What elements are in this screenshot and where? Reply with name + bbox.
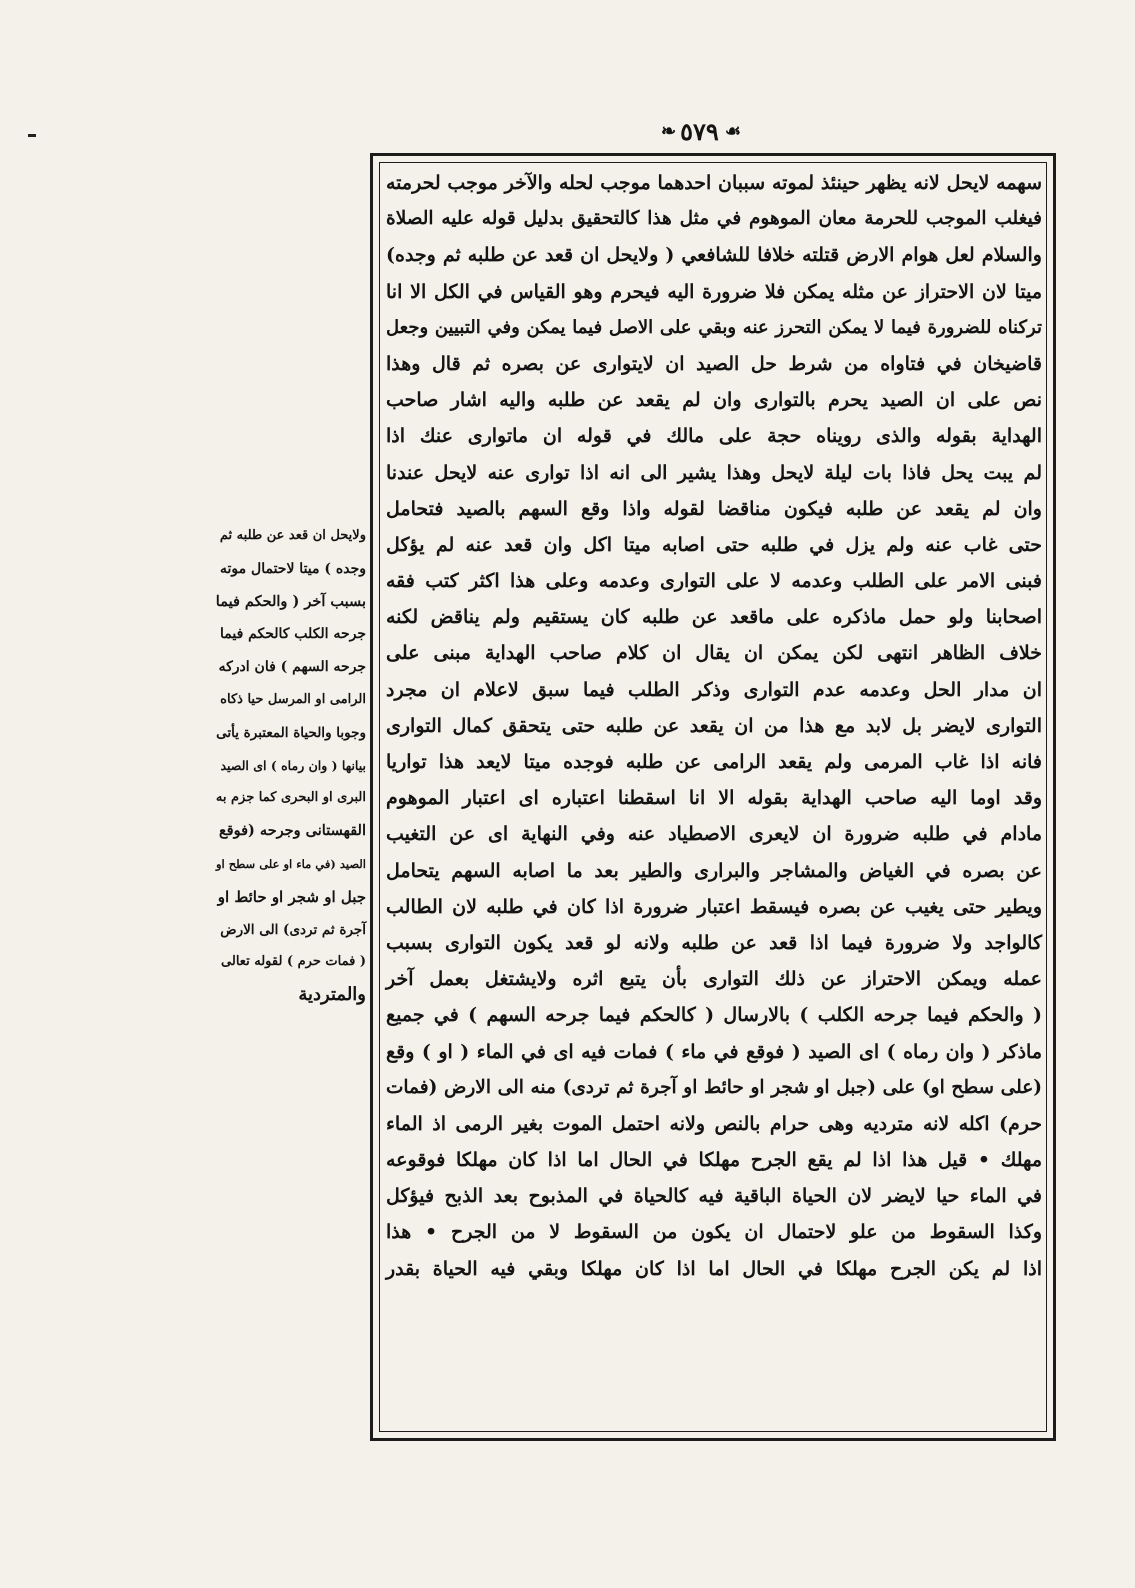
main-text-line: وكذا السقوط من علو لاحتمال ان يكون من السقوط لا من الجرح • هذا — [386, 1221, 1042, 1244]
margin-commentary-block — [215, 520, 366, 1130]
margin-commentary-line: جرحه السهم ) فان ادركه — [218, 659, 366, 676]
main-text-line: فانه اذا غاب المرمى ولم يقعد الرامى عن طلبه فوجده ميتا لايعد هذا تواريا — [386, 751, 1042, 773]
margin-commentary-line: القهستانى وجرحه (فوقع — [218, 822, 366, 840]
margin-commentary-line: بيانها ( وان رماه ) اى الصيد — [220, 757, 366, 773]
main-text-block — [380, 165, 1048, 1435]
main-text-line: سهمه لايحل لانه يظهر حينئذ لموته سببان احدهما موجب لحله والآخر موجب لحرمته — [386, 172, 1042, 194]
main-text-line: كالواجد ولا ضرورة فيما اذا قعد عن طلبه ولانه لو قعد يكون التوارى بسبب — [386, 931, 1042, 954]
ornament-left-icon: ❧ — [661, 120, 675, 142]
page-number-header — [620, 113, 780, 149]
margin-commentary-line: ( فمات حرم ) لقوله تعالى — [221, 954, 366, 970]
main-text-line: نص على ان الصيد يحرم بالتوارى وان لم يقعد عن طلبه واليه اشار صاحب — [386, 389, 1042, 412]
margin-commentary-line: جرحه الكلب كالحكم فيما — [220, 626, 366, 643]
main-text-line: تركناه للضرورة فيما لا يمكن التحرز عنه وبقي على الاصل فيما يمكن وفي التبيين وجعل — [386, 316, 1042, 338]
main-text-line: حرم) اكله لانه مترديه وهى حرام بالنص ولانه احتمل الموت بغير الرمى اذ الماء — [386, 1112, 1042, 1135]
main-text-line: وقد اوما اليه صاحب الهداية بقوله الا انا اسقطنا اعتباره اى اعتبار الموهوم — [386, 787, 1042, 810]
margin-commentary-line: البرى او البحرى كما جزم به — [215, 790, 366, 806]
main-text-line: لم يبت يحل فاذا بات ليلة لايحل وهذا يشير الى انه اذا توارى عنه لايحل عندنا — [386, 461, 1042, 484]
main-text-line: حتى غاب عنه ولم يزل في طلبه حتى اصابه ميتا اكل وان قعد عنه لم يؤكل — [386, 533, 1042, 556]
main-text-line: (على سطح او) على (جبل او شجر او حائط او آجرة ثم تردى) منه الى الارض (فمات — [386, 1076, 1042, 1098]
main-text-line: اصحابنا ولو حمل ماذكره على ماقعد عن طلبه كان يستقيم ولم يناقض لكنه — [386, 606, 1042, 629]
main-text-line: ويطير حتى يغيب عن بصره فيسقط اعتبار ضرورة اذا كان في طلبه لان الطالب — [386, 895, 1042, 918]
ornament-right-icon: ☙ — [724, 120, 739, 142]
main-text-line: عمله ويمكن الاحتراز عن ذلك التوارى بأن يتبع اثره ولايشتغل بعمل آخر — [386, 968, 1042, 991]
margin-commentary-line: ولايحل ان قعد عن طلبه ثم — [219, 528, 366, 543]
main-text-line: مادام في طلبه ضرورة ان لايعرى الاصطياد عنه وفي النهاية اى عن التغيب — [386, 823, 1042, 846]
margin-commentary-line: والمتردية — [298, 984, 366, 1006]
main-text-line: فبنى الامر على الطلب وعدمه لا على التوارى وعدمه وعلى هذا اكثر كتب فقه — [386, 570, 1042, 593]
main-text-line: اذا لم يكن الجرح مهلكا في الحال اما اذا كان مهلكا وبقي فيه الحياة بقدر — [386, 1257, 1042, 1280]
main-text-line: في الماء حيا لايضر لان الحياة الباقية فيه كالحياة في المذبوح بعد الذبح فيؤكل — [386, 1185, 1042, 1208]
margin-commentary-line: بسبب آخر ( والحكم فيما — [215, 592, 366, 610]
margin-commentary-line: وجوبا والحياة المعتبرة يأتى — [216, 724, 366, 741]
main-text-line: فيغلب الموجب للحرمة معان الموهوم في مثل هذا كالتحقيق بدليل قوله عليه الصلاة — [386, 208, 1042, 230]
margin-mark — [28, 134, 36, 137]
main-text-line: مهلك • قيل هذا اذا لم يقع الجرح مهلكا في الحال اما اذا كان مهلكا فوقوعه — [386, 1149, 1042, 1172]
page-number: ٥٧٩ — [680, 116, 719, 146]
main-text-line: عن بصره في الغياض والمشاجر والبرارى والطير بعد ما اصابه السهم يتحامل — [386, 859, 1042, 882]
margin-commentary-line: آجرة ثم تردى) الى الارض — [220, 921, 366, 938]
main-text-line: ماذكر ( وان رماه ) اى الصيد ( فوقع في ماء ) فمات فيه اى في الماء ( او ) وقع — [386, 1040, 1042, 1063]
margin-commentary-line: جبل او شجر او حائط او — [217, 887, 366, 906]
margin-commentary-line: وجده ) ميتا لاحتمال موته — [220, 560, 366, 577]
main-text-line: ( والحكم فيما جرحه الكلب ) بالارسال ( كالحكم فيما جرحه السهم ) في جميع — [386, 1004, 1042, 1027]
margin-commentary-line: الصيد (في ماء او على سطح او — [215, 856, 366, 871]
main-text-line: ان مدار الحل وعدمه عدم التوارى وذكر الطلب فيما سبق لاعلام ان مجرد — [386, 678, 1042, 701]
main-text-line: وان لم يقعد عن طلبه فيكون مناقضا لقوله واذا وقع السهم بالصيد فتحامل — [386, 497, 1042, 520]
main-text-line: والسلام لعل هوام الارض قتلته خلافا للشافعي ( ولايحل ان قعد عن طلبه ثم وجده) — [386, 244, 1042, 267]
main-text-line: ميتا لان الاحتراز عن مثله يمكن فلا ضرورة اليه فيحرم وهو القياس في الكل الا انا — [386, 280, 1042, 303]
margin-commentary-line: الرامى او المرسل حيا ذكاه — [220, 691, 366, 707]
main-text-line: قاضيخان في فتاواه من شرط حل الصيد ان لايتوارى عن بصره ثم قال وهذا — [386, 352, 1042, 375]
main-text-line: الهداية بقوله والذى رويناه حجة على مالك في قوله ان ماتوارى عنك اذا — [386, 425, 1042, 448]
main-text-line: التوارى لايضر بل لابد مع هذا من ان يقعد عن طلبه حتى يتحقق كمال التوارى — [386, 714, 1042, 737]
main-text-line: خلاف الظاهر انتهى لكن يمكن ان يقال ان كلام صاحب الهداية مبنى على — [386, 642, 1042, 665]
